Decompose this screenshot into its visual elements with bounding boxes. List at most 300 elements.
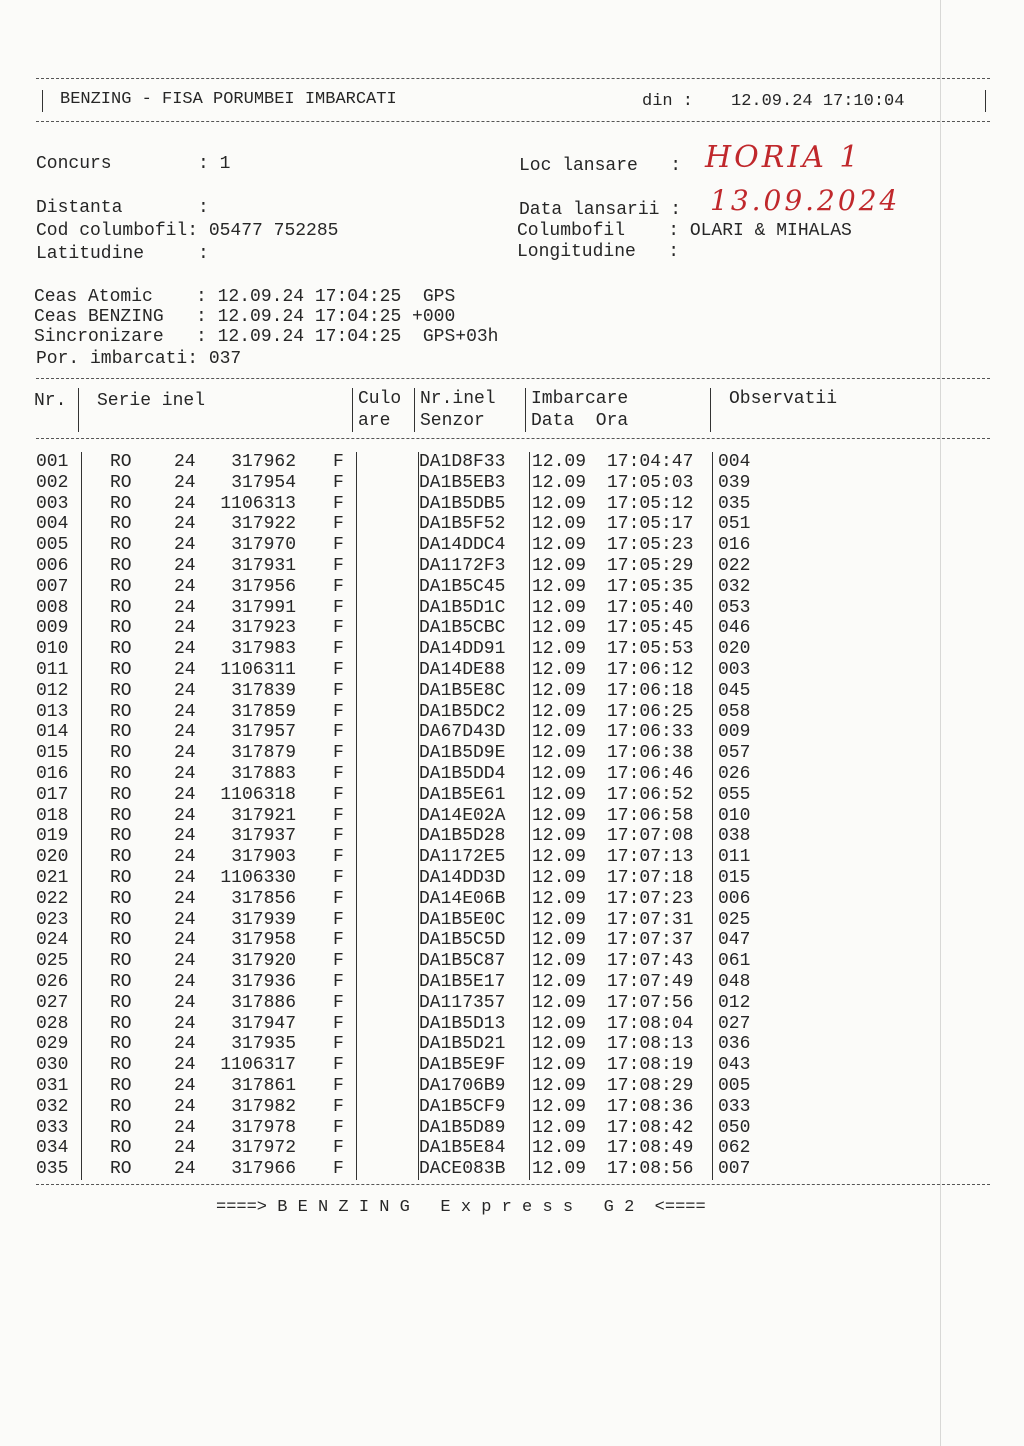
table-row bbox=[36, 868, 976, 889]
row-nr: 032 bbox=[36, 1096, 69, 1117]
row-sex: F bbox=[333, 576, 344, 597]
table-row bbox=[36, 764, 976, 785]
row-year: 24 bbox=[174, 1096, 196, 1117]
row-time: 17:08:13 bbox=[607, 1034, 694, 1055]
row-observatii: 047 bbox=[718, 930, 751, 951]
row-sensor-ring: DA1B5E0C bbox=[419, 909, 506, 930]
row-time: 17:06:12 bbox=[607, 660, 694, 680]
col-divider-culoare bbox=[414, 388, 415, 432]
row-country: RO bbox=[110, 1138, 132, 1159]
row-year: 24 bbox=[174, 1159, 196, 1180]
row-ring-number: 317991 bbox=[231, 597, 296, 618]
table-bottom-rule bbox=[36, 1184, 990, 1185]
row-observatii: 061 bbox=[718, 951, 751, 972]
row-sensor-ring: DA1B5EB3 bbox=[419, 472, 506, 493]
ceas-atomic-line: Ceas Atomic : 12.09.24 17:04:25 GPS bbox=[34, 287, 456, 307]
row-sensor-ring: DA1B5CBC bbox=[419, 618, 506, 639]
row-sex: F bbox=[333, 847, 344, 868]
row-nr: 012 bbox=[36, 680, 69, 701]
row-ring-number: 1106318 bbox=[220, 784, 296, 805]
row-country: RO bbox=[110, 992, 132, 1013]
row-country: RO bbox=[110, 805, 132, 826]
table-row bbox=[36, 556, 976, 577]
row-year: 24 bbox=[174, 764, 196, 784]
row-time: 17:04:47 bbox=[607, 452, 694, 472]
row-nr: 020 bbox=[36, 847, 69, 868]
row-observatii: 032 bbox=[718, 576, 751, 597]
row-sex: F bbox=[333, 452, 344, 472]
row-sex: F bbox=[333, 1159, 344, 1180]
row-sex: F bbox=[333, 639, 344, 660]
row-nr: 015 bbox=[36, 743, 69, 764]
row-time: 17:07:08 bbox=[607, 826, 694, 847]
row-time: 17:05:12 bbox=[607, 493, 694, 514]
row-sex: F bbox=[333, 743, 344, 764]
row-sensor-ring: DA1B5D13 bbox=[419, 1013, 506, 1034]
row-year: 24 bbox=[174, 868, 196, 888]
row-sex: F bbox=[333, 992, 344, 1013]
loc-lansare-label: Loc lansare : bbox=[519, 156, 682, 176]
longitudine-field: Longitudine : bbox=[517, 242, 680, 262]
row-year: 24 bbox=[174, 1138, 196, 1159]
row-year: 24 bbox=[174, 805, 196, 826]
row-ring-number: 1106313 bbox=[220, 493, 296, 514]
row-date: 12.09 bbox=[532, 743, 587, 764]
row-country: RO bbox=[110, 847, 132, 868]
table-row bbox=[36, 972, 976, 993]
row-date: 12.09 bbox=[532, 992, 587, 1013]
row-year: 24 bbox=[174, 1034, 196, 1055]
row-observatii: 046 bbox=[718, 618, 751, 639]
row-nr: 004 bbox=[36, 514, 69, 535]
row-year: 24 bbox=[174, 972, 196, 992]
row-year: 24 bbox=[174, 472, 196, 493]
table-row bbox=[36, 1014, 976, 1035]
row-nr: 001 bbox=[36, 452, 69, 472]
row-observatii: 016 bbox=[718, 535, 751, 556]
row-ring-number: 1106330 bbox=[220, 868, 296, 888]
row-sex: F bbox=[333, 556, 344, 576]
ceas-benzing-line: Ceas BENZING : 12.09.24 17:04:25 +000 bbox=[34, 307, 456, 327]
row-sensor-ring: DA14DDC4 bbox=[419, 535, 506, 556]
row-ring-number: 317970 bbox=[231, 535, 296, 556]
table-row bbox=[36, 1138, 976, 1159]
row-sex: F bbox=[333, 722, 344, 743]
table-row bbox=[36, 889, 976, 910]
row-year: 24 bbox=[174, 1055, 196, 1076]
row-sensor-ring: DA1B5E84 bbox=[419, 1138, 506, 1159]
row-sensor-ring: DA1B5E9F bbox=[419, 1055, 506, 1076]
row-sex: F bbox=[333, 514, 344, 535]
row-time: 17:07:49 bbox=[607, 972, 694, 992]
row-sensor-ring: DA1D8F33 bbox=[419, 452, 506, 472]
row-ring-number: 317923 bbox=[231, 618, 296, 639]
table-row bbox=[36, 702, 976, 723]
row-ring-number: 317937 bbox=[231, 826, 296, 847]
row-year: 24 bbox=[174, 1013, 196, 1034]
row-year: 24 bbox=[174, 1076, 196, 1096]
row-country: RO bbox=[110, 1076, 132, 1096]
row-sensor-ring: DA1B5DB5 bbox=[419, 493, 506, 514]
row-sensor-ring: DA14DE88 bbox=[419, 660, 506, 680]
row-sensor-ring: DA14DD91 bbox=[419, 639, 506, 660]
row-sex: F bbox=[333, 972, 344, 992]
row-year: 24 bbox=[174, 597, 196, 618]
row-nr: 035 bbox=[36, 1159, 69, 1180]
row-observatii: 009 bbox=[718, 722, 751, 743]
row-observatii: 057 bbox=[718, 743, 751, 764]
row-nr: 019 bbox=[36, 826, 69, 847]
row-date: 12.09 bbox=[532, 1076, 587, 1096]
row-observatii: 035 bbox=[718, 493, 751, 514]
row-year: 24 bbox=[174, 493, 196, 514]
row-date: 12.09 bbox=[532, 784, 587, 805]
row-time: 17:08:19 bbox=[607, 1055, 694, 1076]
col-header-nr: Nr. bbox=[34, 391, 67, 411]
row-country: RO bbox=[110, 888, 132, 909]
table-row bbox=[36, 1055, 976, 1076]
row-sex: F bbox=[333, 888, 344, 909]
row-sensor-ring: DA67D43D bbox=[419, 722, 506, 743]
row-nr: 010 bbox=[36, 639, 69, 660]
row-time: 17:08:42 bbox=[607, 1117, 694, 1138]
row-date: 12.09 bbox=[532, 701, 587, 722]
col-header-culoare-2: are bbox=[358, 411, 391, 431]
row-nr: 028 bbox=[36, 1013, 69, 1034]
row-observatii: 027 bbox=[718, 1013, 751, 1034]
row-year: 24 bbox=[174, 639, 196, 660]
row-sensor-ring: DA14DD3D bbox=[419, 868, 506, 888]
row-date: 12.09 bbox=[532, 722, 587, 743]
row-year: 24 bbox=[174, 514, 196, 535]
row-time: 17:05:53 bbox=[607, 639, 694, 660]
row-year: 24 bbox=[174, 847, 196, 868]
row-nr: 006 bbox=[36, 556, 69, 576]
row-sensor-ring: DA1B5E17 bbox=[419, 972, 506, 992]
table-row bbox=[36, 535, 976, 556]
row-nr: 031 bbox=[36, 1076, 69, 1096]
row-sensor-ring: DA1B5D21 bbox=[419, 1034, 506, 1055]
row-ring-number: 317939 bbox=[231, 909, 296, 930]
row-country: RO bbox=[110, 1055, 132, 1076]
row-year: 24 bbox=[174, 556, 196, 576]
row-year: 24 bbox=[174, 930, 196, 951]
row-date: 12.09 bbox=[532, 764, 587, 784]
row-sex: F bbox=[333, 784, 344, 805]
row-sex: F bbox=[333, 680, 344, 701]
row-time: 17:06:33 bbox=[607, 722, 694, 743]
row-observatii: 015 bbox=[718, 868, 751, 888]
row-country: RO bbox=[110, 535, 132, 556]
cod-columbofil-field: Cod columbofil: 05477 752285 bbox=[36, 221, 339, 241]
row-time: 17:06:52 bbox=[607, 784, 694, 805]
row-sex: F bbox=[333, 597, 344, 618]
table-row bbox=[36, 1159, 976, 1180]
row-sex: F bbox=[333, 951, 344, 972]
row-time: 17:08:29 bbox=[607, 1076, 694, 1096]
row-country: RO bbox=[110, 452, 132, 472]
row-observatii: 051 bbox=[718, 514, 751, 535]
row-observatii: 058 bbox=[718, 701, 751, 722]
row-time: 17:06:25 bbox=[607, 701, 694, 722]
row-observatii: 020 bbox=[718, 639, 751, 660]
row-ring-number: 1106317 bbox=[220, 1055, 296, 1076]
row-country: RO bbox=[110, 701, 132, 722]
row-country: RO bbox=[110, 868, 132, 888]
row-date: 12.09 bbox=[532, 493, 587, 514]
row-sex: F bbox=[333, 764, 344, 784]
row-sensor-ring: DA1172E5 bbox=[419, 847, 506, 868]
row-country: RO bbox=[110, 722, 132, 743]
row-country: RO bbox=[110, 597, 132, 618]
latitudine-field: Latitudine : bbox=[36, 244, 209, 264]
row-sensor-ring: DA1B5E8C bbox=[419, 680, 506, 701]
row-ring-number: 317947 bbox=[231, 1013, 296, 1034]
row-year: 24 bbox=[174, 1117, 196, 1138]
row-country: RO bbox=[110, 660, 132, 680]
row-observatii: 055 bbox=[718, 784, 751, 805]
row-ring-number: 317978 bbox=[231, 1117, 296, 1138]
row-time: 17:07:56 bbox=[607, 992, 694, 1013]
distanta-field: Distanta : bbox=[36, 198, 209, 218]
row-observatii: 045 bbox=[718, 680, 751, 701]
row-date: 12.09 bbox=[532, 452, 587, 472]
row-ring-number: 317839 bbox=[231, 680, 296, 701]
row-nr: 013 bbox=[36, 701, 69, 722]
row-ring-number: 317966 bbox=[231, 1159, 296, 1180]
col-divider-nrinel bbox=[525, 388, 526, 432]
row-date: 12.09 bbox=[532, 556, 587, 576]
row-nr: 034 bbox=[36, 1138, 69, 1159]
row-date: 12.09 bbox=[532, 930, 587, 951]
row-time: 17:07:18 bbox=[607, 868, 694, 888]
row-ring-number: 317903 bbox=[231, 847, 296, 868]
row-time: 17:05:35 bbox=[607, 576, 694, 597]
table-row bbox=[36, 577, 976, 598]
row-year: 24 bbox=[174, 722, 196, 743]
table-row bbox=[36, 660, 976, 681]
row-year: 24 bbox=[174, 660, 196, 680]
header-right-bar bbox=[985, 90, 986, 112]
row-sensor-ring: DA1B5E61 bbox=[419, 784, 506, 805]
row-country: RO bbox=[110, 1159, 132, 1180]
col-header-imbarcare-1: Imbarcare bbox=[531, 389, 629, 409]
row-country: RO bbox=[110, 1013, 132, 1034]
row-nr: 033 bbox=[36, 1117, 69, 1138]
row-time: 17:05:40 bbox=[607, 597, 694, 618]
table-row bbox=[36, 514, 976, 535]
row-nr: 030 bbox=[36, 1055, 69, 1076]
row-date: 12.09 bbox=[532, 888, 587, 909]
row-date: 12.09 bbox=[532, 1138, 587, 1159]
row-sensor-ring: DA1B5D9E bbox=[419, 743, 506, 764]
row-observatii: 050 bbox=[718, 1117, 751, 1138]
row-sex: F bbox=[333, 660, 344, 680]
row-country: RO bbox=[110, 1096, 132, 1117]
row-year: 24 bbox=[174, 701, 196, 722]
table-row bbox=[36, 598, 976, 619]
col-divider-imbarcare bbox=[710, 388, 711, 432]
table-row bbox=[36, 826, 976, 847]
row-date: 12.09 bbox=[532, 1013, 587, 1034]
row-sex: F bbox=[333, 472, 344, 493]
row-year: 24 bbox=[174, 992, 196, 1013]
row-nr: 018 bbox=[36, 805, 69, 826]
row-sensor-ring: DA1706B9 bbox=[419, 1076, 506, 1096]
row-observatii: 010 bbox=[718, 805, 751, 826]
row-observatii: 038 bbox=[718, 826, 751, 847]
row-time: 17:07:13 bbox=[607, 847, 694, 868]
row-sensor-ring: DA1B5C5D bbox=[419, 930, 506, 951]
row-nr: 027 bbox=[36, 992, 69, 1013]
row-sensor-ring: DA1B5DD4 bbox=[419, 764, 506, 784]
row-observatii: 005 bbox=[718, 1076, 751, 1096]
row-date: 12.09 bbox=[532, 1055, 587, 1076]
row-sensor-ring: DA1B5DC2 bbox=[419, 701, 506, 722]
row-country: RO bbox=[110, 493, 132, 514]
row-year: 24 bbox=[174, 951, 196, 972]
row-ring-number: 317957 bbox=[231, 722, 296, 743]
row-sex: F bbox=[333, 868, 344, 888]
row-time: 17:06:38 bbox=[607, 743, 694, 764]
row-sensor-ring: DACE083B bbox=[419, 1159, 506, 1180]
row-sex: F bbox=[333, 909, 344, 930]
table-row bbox=[36, 1076, 976, 1097]
row-time: 17:05:03 bbox=[607, 472, 694, 493]
row-date: 12.09 bbox=[532, 951, 587, 972]
row-country: RO bbox=[110, 951, 132, 972]
row-sensor-ring: DA14E06B bbox=[419, 888, 506, 909]
row-date: 12.09 bbox=[532, 597, 587, 618]
row-nr: 023 bbox=[36, 909, 69, 930]
row-time: 17:08:56 bbox=[607, 1159, 694, 1180]
row-nr: 002 bbox=[36, 472, 69, 493]
col-header-culoare-1: Culo bbox=[358, 389, 402, 409]
row-time: 17:05:29 bbox=[607, 556, 694, 576]
row-nr: 009 bbox=[36, 618, 69, 639]
row-observatii: 062 bbox=[718, 1138, 751, 1159]
row-date: 12.09 bbox=[532, 1159, 587, 1180]
row-sensor-ring: DA1172F3 bbox=[419, 556, 506, 576]
row-date: 12.09 bbox=[532, 972, 587, 992]
table-row bbox=[36, 473, 976, 494]
row-nr: 017 bbox=[36, 784, 69, 805]
columbofil-field: Columbofil : OLARI & MIHALAS bbox=[517, 221, 852, 241]
row-date: 12.09 bbox=[532, 1096, 587, 1117]
table-row bbox=[36, 681, 976, 702]
row-nr: 008 bbox=[36, 597, 69, 618]
row-country: RO bbox=[110, 556, 132, 576]
row-ring-number: 317982 bbox=[231, 1096, 296, 1117]
row-date: 12.09 bbox=[532, 826, 587, 847]
row-time: 17:06:58 bbox=[607, 805, 694, 826]
row-observatii: 053 bbox=[718, 597, 751, 618]
row-nr: 003 bbox=[36, 493, 69, 514]
row-date: 12.09 bbox=[532, 805, 587, 826]
row-country: RO bbox=[110, 826, 132, 847]
row-date: 12.09 bbox=[532, 909, 587, 930]
row-date: 12.09 bbox=[532, 639, 587, 660]
row-observatii: 036 bbox=[718, 1034, 751, 1055]
row-sex: F bbox=[333, 826, 344, 847]
row-nr: 029 bbox=[36, 1034, 69, 1055]
col-divider-serie bbox=[352, 388, 353, 432]
row-observatii: 022 bbox=[718, 556, 751, 576]
row-country: RO bbox=[110, 1117, 132, 1138]
row-ring-number: 317954 bbox=[231, 472, 296, 493]
table-row bbox=[36, 1034, 976, 1055]
row-sensor-ring: DA1B5D1C bbox=[419, 597, 506, 618]
col-header-serie-inel: Serie inel bbox=[97, 391, 206, 411]
col-header-nrinel-1: Nr.inel bbox=[420, 389, 496, 409]
row-ring-number: 317879 bbox=[231, 743, 296, 764]
row-sensor-ring: DA14E02A bbox=[419, 805, 506, 826]
footer-device-banner: ====> B E N Z I N G E x p r e s s G 2 <==== bbox=[216, 1198, 706, 1217]
row-ring-number: 317883 bbox=[231, 764, 296, 784]
row-time: 17:06:18 bbox=[607, 680, 694, 701]
row-date: 12.09 bbox=[532, 1034, 587, 1055]
row-nr: 026 bbox=[36, 972, 69, 992]
header-top-rule bbox=[36, 78, 990, 79]
table-row bbox=[36, 951, 976, 972]
row-country: RO bbox=[110, 909, 132, 930]
row-time: 17:07:23 bbox=[607, 888, 694, 909]
row-time: 17:08:49 bbox=[607, 1138, 694, 1159]
row-sex: F bbox=[333, 618, 344, 639]
row-nr: 022 bbox=[36, 888, 69, 909]
row-ring-number: 317859 bbox=[231, 701, 296, 722]
row-ring-number: 317958 bbox=[231, 930, 296, 951]
document-title: BENZING - FISA PORUMBEI IMBARCATI bbox=[60, 90, 397, 109]
loc-lansare-handwritten: HORIA 1 bbox=[705, 140, 862, 175]
row-country: RO bbox=[110, 764, 132, 784]
row-sex: F bbox=[333, 493, 344, 514]
row-sex: F bbox=[333, 1076, 344, 1096]
row-observatii: 033 bbox=[718, 1096, 751, 1117]
concurs-field: Concurs : 1 bbox=[36, 154, 231, 174]
row-nr: 024 bbox=[36, 930, 69, 951]
row-year: 24 bbox=[174, 452, 196, 472]
row-observatii: 004 bbox=[718, 452, 751, 472]
row-sex: F bbox=[333, 1034, 344, 1055]
row-country: RO bbox=[110, 1034, 132, 1055]
data-lansarii-label: Data lansarii : bbox=[519, 200, 682, 220]
row-year: 24 bbox=[174, 680, 196, 701]
row-time: 17:07:37 bbox=[607, 930, 694, 951]
row-time: 17:08:04 bbox=[607, 1013, 694, 1034]
row-date: 12.09 bbox=[532, 618, 587, 639]
row-ring-number: 317931 bbox=[231, 556, 296, 576]
data-lansarii-handwritten: 13.09.2024 bbox=[710, 184, 901, 217]
row-observatii: 012 bbox=[718, 992, 751, 1013]
row-nr: 011 bbox=[36, 660, 69, 680]
row-observatii: 006 bbox=[718, 888, 751, 909]
row-ring-number: 317956 bbox=[231, 576, 296, 597]
row-sex: F bbox=[333, 1013, 344, 1034]
row-country: RO bbox=[110, 472, 132, 493]
table-top-rule bbox=[36, 378, 990, 379]
row-year: 24 bbox=[174, 618, 196, 639]
table-row bbox=[36, 910, 976, 931]
row-date: 12.09 bbox=[532, 514, 587, 535]
row-date: 12.09 bbox=[532, 847, 587, 868]
row-sex: F bbox=[333, 805, 344, 826]
header-bottom-rule bbox=[36, 121, 990, 122]
row-observatii: 039 bbox=[718, 472, 751, 493]
row-sensor-ring: DA1B5D89 bbox=[419, 1117, 506, 1138]
row-observatii: 026 bbox=[718, 764, 751, 784]
row-ring-number: 317861 bbox=[231, 1076, 296, 1096]
